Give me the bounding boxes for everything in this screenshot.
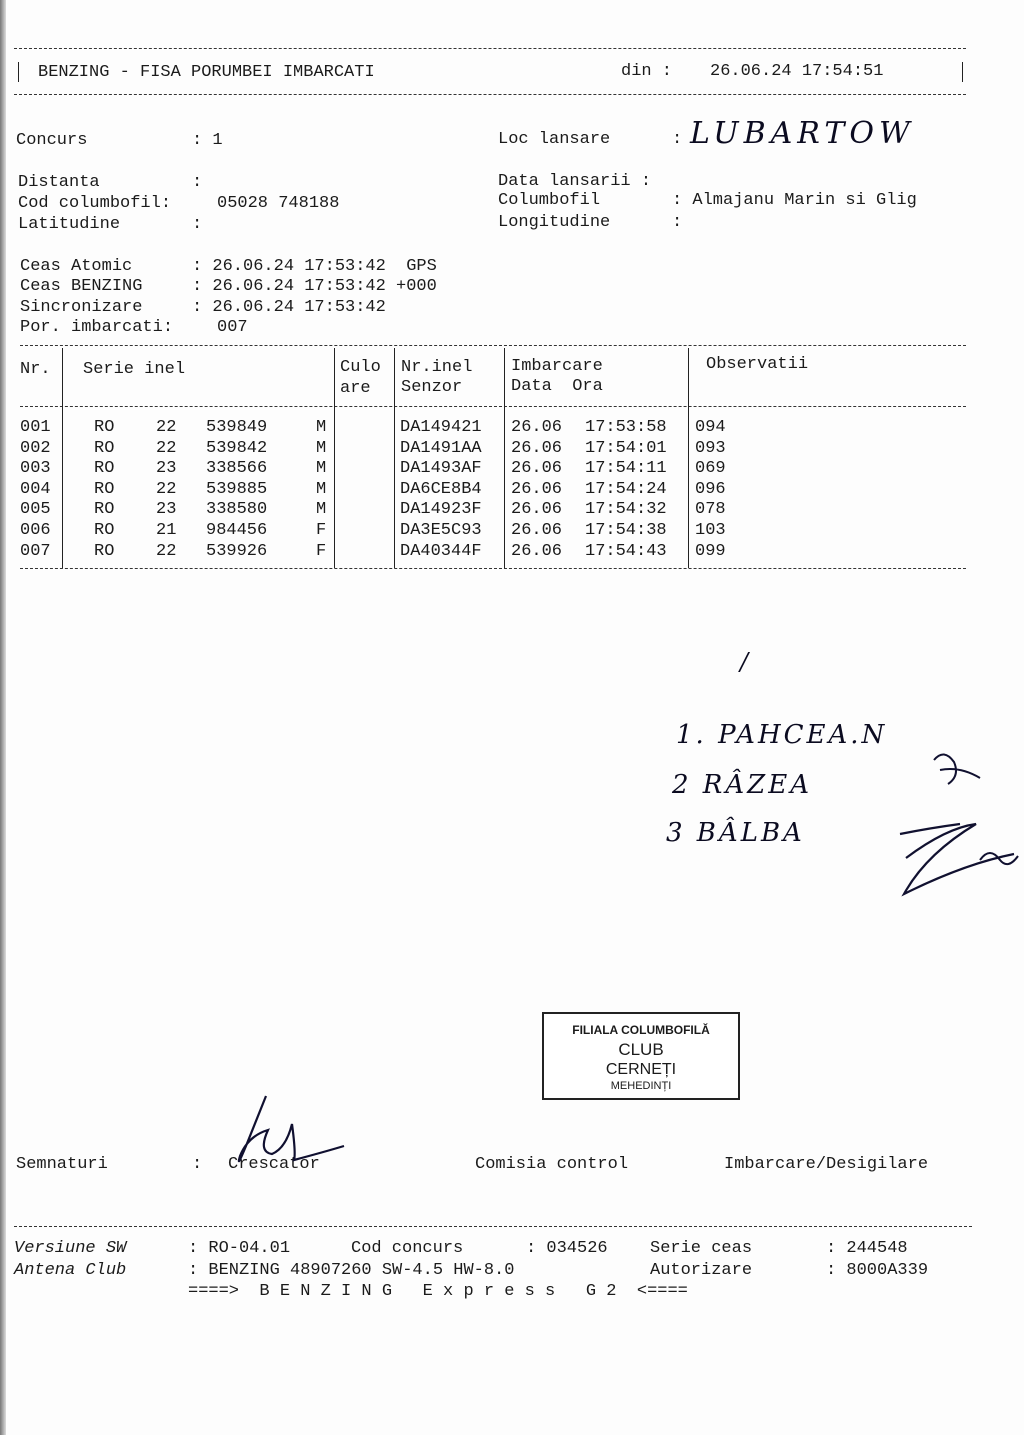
stamp-line-1: FILIALA COLUMBOFILĂ [572,1023,710,1037]
cell-nr: 002 [20,438,51,458]
columbofil-label: Columbofil [498,191,601,210]
cell-data: 26.06 [511,521,563,540]
cell-senzor: DA1493AF [400,459,482,479]
col-header-nr: Nr. [20,360,51,379]
page-edge-shadow [0,0,6,1435]
cell-tara: RO [94,438,115,458]
cell-nr: 006 [20,521,51,540]
table-header-border [20,406,966,407]
cell-tara: RO [94,479,115,499]
cell-obs: 069 [695,459,726,479]
col-header-serie: Serie inel [83,360,186,379]
col-header-senzor: Senzor [401,378,463,397]
ceas-atomic-value: : 26.06.24 17:53:42 GPS [192,257,437,276]
distanta-value: : [192,173,203,192]
cell-ora: 17:54:38 [585,521,667,540]
semnaturi-colon: : [192,1155,203,1174]
comisia-control-label: Comisia control [475,1155,629,1174]
header-datetime: 26.06.24 17:54:51 [710,62,884,81]
sincronizare-label: Sincronizare [20,298,143,317]
cell-obs: 099 [695,541,726,561]
stamp-line-3: CERNEȚI [605,1061,677,1078]
cell-ora: 17:54:11 [585,459,667,479]
cell-sex: M [316,418,327,437]
cell-serie: 539842 [206,438,268,458]
handwritten-line-2: 2 RÂZEA [672,770,812,800]
cell-senzor: DA3E5C93 [400,521,482,540]
latitudine-label: Latitudine [18,215,121,234]
col-divider [688,348,689,568]
footer-separator [14,1226,972,1227]
cell-sex: F [316,541,327,561]
cell-data: 26.06 [511,418,563,437]
cell-obs: 096 [695,479,726,499]
sincronizare-value: : 26.06.24 17:53:42 [192,298,386,317]
cell-an: 22 [156,479,177,499]
benzing-express-tag: ====> B E N Z I N G E x p r e s s G 2 <==== [188,1282,688,1301]
handwritten-signature-scribble [830,740,1024,900]
crescator-signature [226,1088,346,1178]
col-divider [394,348,395,568]
autorizare-value: : 8000A339 [826,1261,929,1280]
porumbei-imbarcati-value: 007 [217,318,248,337]
cell-obs: 094 [695,418,726,437]
header-top-border [14,48,966,49]
cell-data: 26.06 [511,459,563,479]
cell-data: 26.06 [511,500,563,520]
loc-lansare-colon: : [672,130,683,149]
porumbei-imbarcati-label: Por. imbarcati: [20,318,174,337]
cell-data: 26.06 [511,479,563,499]
cell-sex: M [316,479,327,499]
cell-tara: RO [94,418,115,437]
columbofil-value: : Almajanu Marin si Glig [672,191,917,210]
table-bottom-border [20,568,966,569]
latitudine-value: : [192,215,203,234]
loc-lansare-label: Loc lansare [498,130,611,149]
col-header-observatii: Observatii [706,355,809,374]
cell-tara: RO [94,541,115,561]
club-stamp [542,1012,740,1100]
cell-serie: 539926 [206,541,268,561]
cell-tara: RO [94,521,115,540]
col-divider [62,348,63,568]
ceas-atomic-label: Ceas Atomic [20,257,133,276]
cell-data: 26.06 [511,438,563,458]
loc-lansare-handwritten: LUBARTOW [690,116,915,151]
cell-nr: 004 [20,479,51,499]
cell-sex: M [316,438,327,458]
cell-sex: M [316,500,327,520]
concurs-value: : 1 [192,131,223,150]
cod-columbofil-label: Cod columbofil: [18,194,172,213]
handwritten-line-3: 3 BÂLBA [666,818,805,848]
handwritten-mark: / [740,648,752,676]
cell-serie: 338580 [206,500,268,520]
header-left-border [18,62,19,82]
col-header-imbarcare: Imbarcare [511,357,603,376]
cod-concurs-value: : 034526 [526,1239,608,1258]
distanta-label: Distanta [18,173,100,192]
cell-an: 22 [156,418,177,437]
longitudine-label: Longitudine [498,213,611,232]
col-header-data-ora: Data Ora [511,377,603,396]
cell-senzor: DA40344F [400,541,482,561]
crescator-label: Crescator [228,1155,320,1174]
longitudine-value: : [672,213,683,232]
serie-ceas-label: Serie ceas [650,1239,753,1258]
cell-senzor: DA6CE8B4 [400,479,482,499]
ceas-benzing-label: Ceas BENZING [20,277,143,296]
cell-serie: 984456 [206,521,268,540]
semnaturi-label: Semnaturi [16,1155,108,1174]
handwritten-line-1: 1. PAHCEA.N [676,720,888,750]
cod-columbofil-value: 05028 748188 [217,194,340,213]
cell-ora: 17:54:24 [585,479,667,499]
cell-nr: 005 [20,500,51,520]
cell-an: 22 [156,438,177,458]
table-top-border [20,345,966,346]
header-bottom-border [14,94,966,95]
cell-tara: RO [94,459,115,479]
cell-data: 26.06 [511,541,563,561]
antena-club-label: Antena Club [14,1261,127,1280]
cell-tara: RO [94,500,115,520]
cell-an: 23 [156,500,177,520]
col-header-nrinel: Nr.inel [401,358,473,377]
cell-nr: 003 [20,459,51,479]
cell-ora: 17:53:58 [585,418,667,437]
header-din-label: din : [621,62,673,81]
cell-nr: 007 [20,541,51,561]
cell-senzor: DA149421 [400,418,482,437]
cell-senzor: DA1491AA [400,438,482,458]
col-divider [334,348,335,568]
cell-obs: 103 [695,521,726,540]
imbarcare-desigilare-label: Imbarcare/Desigilare [724,1155,929,1174]
cell-ora: 17:54:01 [585,438,667,458]
cell-obs: 078 [695,500,726,520]
concurs-label: Concurs [16,131,88,150]
header-right-border [962,62,963,82]
cell-an: 21 [156,521,177,540]
cod-concurs-label: Cod concurs [351,1239,464,1258]
stamp-line-4: MEHEDINȚI [610,1080,672,1092]
serie-ceas-value: : 244548 [826,1239,908,1258]
data-lansarii-label: Data lansarii : [498,172,652,191]
versiune-sw-value: : RO-04.01 [188,1239,291,1258]
col-divider [504,348,505,568]
cell-serie: 539849 [206,418,268,437]
header-title: BENZING - FISA PORUMBEI IMBARCATI [38,63,375,82]
cell-an: 22 [156,541,177,561]
cell-serie: 539885 [206,479,268,499]
cell-nr: 001 [20,418,51,437]
cell-obs: 093 [695,438,726,458]
cell-serie: 338566 [206,459,268,479]
cell-senzor: DA14923F [400,500,482,520]
col-header-culoare: Culo [340,358,381,377]
cell-ora: 17:54:43 [585,541,667,561]
col-header-culoare-2: are [340,379,371,398]
cell-ora: 17:54:32 [585,500,667,520]
cell-sex: F [316,521,327,540]
stamp-line-2: CLUB [618,1040,664,1059]
ceas-benzing-value: : 26.06.24 17:53:42 +000 [192,277,437,296]
cell-an: 23 [156,459,177,479]
antena-club-value: : BENZING 48907260 SW-4.5 HW-8.0 [188,1261,515,1280]
autorizare-label: Autorizare [650,1261,753,1280]
cell-sex: M [316,459,327,479]
versiune-sw-label: Versiune SW [14,1239,127,1258]
